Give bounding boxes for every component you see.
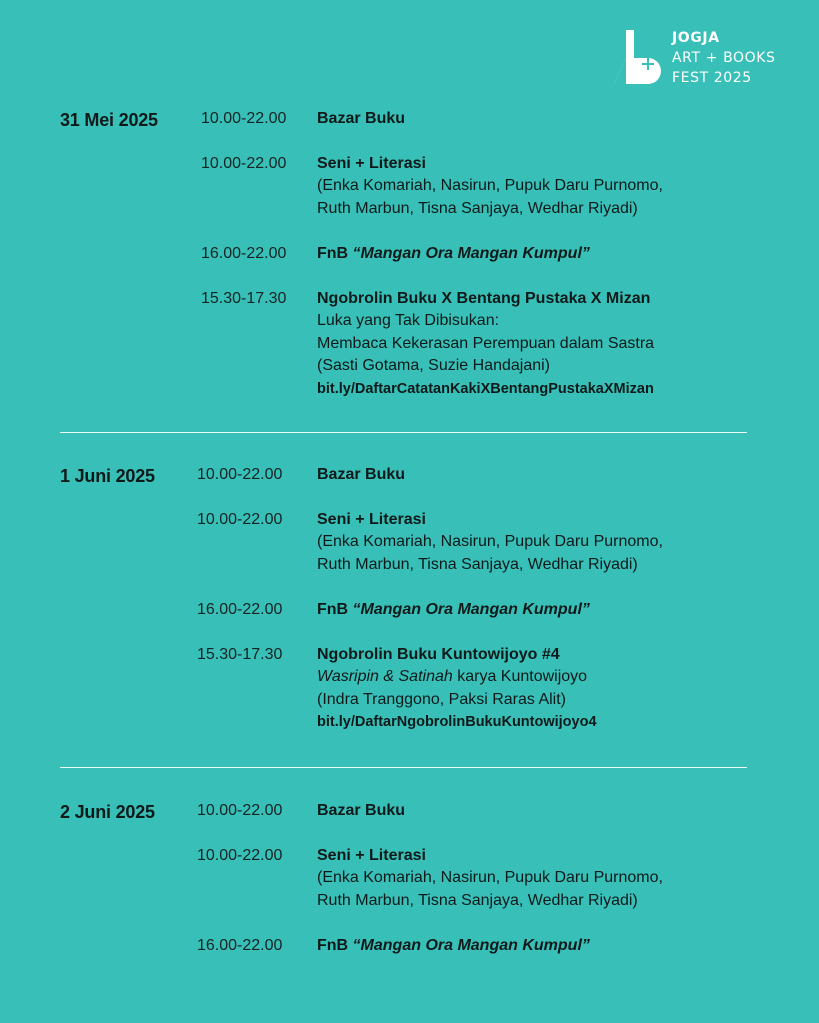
event-detail-line: (Enka Komariah, Nasirun, Pupuk Daru Purnomo, bbox=[317, 533, 663, 550]
event-time: 10.00-22.00 bbox=[197, 802, 283, 819]
event-title-prefix: FnB bbox=[317, 601, 353, 618]
event-detail-line: Ruth Marbun, Tisna Sanjaya, Wedhar Riyadi) bbox=[317, 555, 638, 573]
event-title-prefix: FnB bbox=[317, 937, 353, 954]
event-title: Ngobrolin Buku X Bentang Pustaka X Mizan bbox=[317, 290, 651, 307]
event-time: 16.00-22.00 bbox=[197, 937, 283, 954]
event-time: 10.00-22.00 bbox=[197, 847, 283, 864]
event-title-italic: “Mangan Ora Mangan Kumpul” bbox=[352, 245, 590, 262]
event-time: 16.00-22.00 bbox=[197, 601, 283, 618]
event-detail-line: (Enka Komariah, Nasirun, Pupuk Daru Purnomo, bbox=[317, 869, 663, 886]
registration-link[interactable]: bit.ly/DaftarNgobrolinBukuKuntowijoyo4 bbox=[317, 714, 597, 730]
logo-line-fest: FEST 2025 bbox=[672, 70, 752, 86]
event-title bbox=[317, 243, 757, 265]
event-detail-line: Membaca Kekerasan Perempuan dalam Sastra bbox=[317, 334, 655, 352]
event-title bbox=[317, 935, 757, 957]
event-title: Ngobrolin Buku Kuntowijoyo #4 bbox=[317, 646, 560, 663]
logo-wordmark bbox=[672, 28, 776, 88]
event-time: 10.00-22.00 bbox=[197, 466, 283, 483]
logo-line-jogja: JOGJA bbox=[672, 30, 720, 46]
event-detail-line: (Indra Tranggono, Paksi Raras Alit) bbox=[317, 690, 567, 708]
event-title bbox=[317, 599, 757, 621]
event-detail-line: Ruth Marbun, Tisna Sanjaya, Wedhar Riyadi) bbox=[317, 891, 638, 909]
event-detail-line: (Sasti Gotama, Suzie Handajani) bbox=[317, 357, 550, 374]
event-detail-line: (Enka Komariah, Nasirun, Pupuk Daru Purnomo, bbox=[317, 177, 663, 194]
logo-line-art-books: ART + BOOKS bbox=[672, 50, 776, 66]
day-date: 1 Juni 2025 bbox=[60, 466, 155, 486]
event-title-prefix: FnB bbox=[317, 245, 353, 262]
book-title: Wasripin & Satinah bbox=[317, 668, 453, 685]
book-author: karya Kuntowijoyo bbox=[452, 668, 588, 685]
section-divider bbox=[60, 432, 747, 433]
section-divider bbox=[60, 767, 747, 768]
event-title: Seni + Literasi bbox=[317, 155, 426, 172]
event-title: Bazar Buku bbox=[317, 110, 406, 127]
ab-monogram-icon bbox=[612, 28, 668, 84]
event-detail-line: Ruth Marbun, Tisna Sanjaya, Wedhar Riyadi) bbox=[317, 199, 638, 217]
event-time: 10.00-22.00 bbox=[201, 110, 287, 127]
event-title: Bazar Buku bbox=[317, 802, 406, 819]
festival-logo bbox=[612, 28, 802, 88]
event-detail-line: Luka yang Tak Dibisukan: bbox=[317, 312, 500, 329]
registration-link[interactable]: bit.ly/DaftarCatatanKakiXBentangPustakaXMizan bbox=[317, 380, 654, 397]
event-time: 10.00-22.00 bbox=[197, 511, 283, 528]
event-time: 15.30-17.30 bbox=[201, 290, 287, 307]
event-title: Seni + Literasi bbox=[317, 847, 426, 864]
event-time: 15.30-17.30 bbox=[197, 646, 283, 663]
event-detail-line bbox=[317, 666, 757, 689]
day-date: 2 Juni 2025 bbox=[60, 802, 155, 822]
day-date: 31 Mei 2025 bbox=[60, 110, 158, 130]
event-title-italic: “Mangan Ora Mangan Kumpul” bbox=[352, 937, 590, 954]
event-title: Bazar Buku bbox=[317, 466, 406, 483]
event-time: 16.00-22.00 bbox=[201, 245, 287, 262]
event-time: 10.00-22.00 bbox=[201, 155, 287, 172]
event-title: Seni + Literasi bbox=[317, 511, 426, 528]
event-title-italic: “Mangan Ora Mangan Kumpul” bbox=[352, 601, 590, 618]
